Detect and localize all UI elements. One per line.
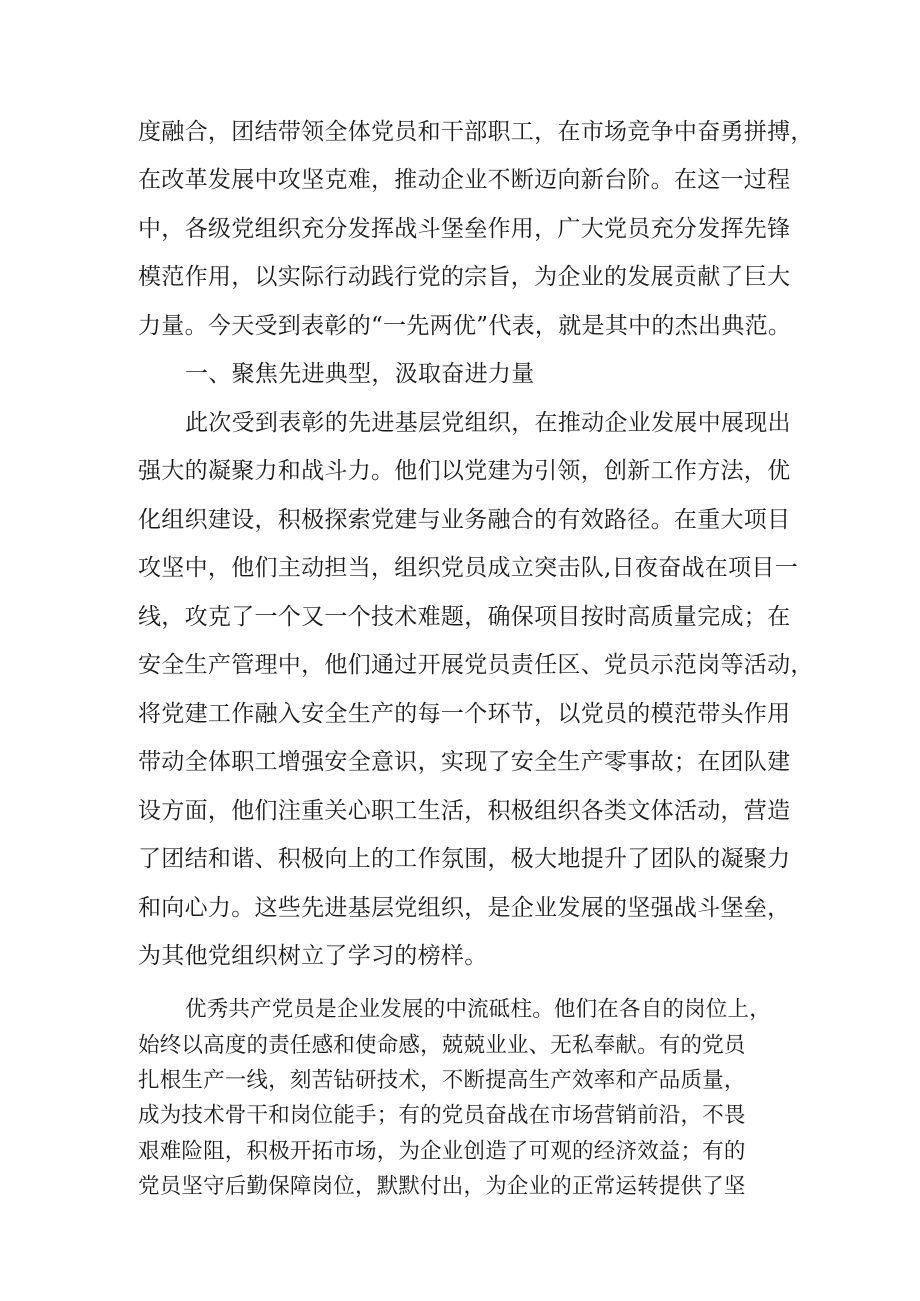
paragraph-line: 带动全体职工增强安全意识，实现了安全生产零事故；在团队建	[138, 749, 791, 775]
paragraph-line: 为其他党组织树立了学习的榜样。	[138, 943, 488, 969]
paragraph-line: 将党建工作融入安全生产的每一个环节，以党员的模范带头作用	[138, 701, 791, 727]
paragraph-line: 艰难险阻，积极开拓市场，为企业创造了可观的经济效益；有的	[138, 1139, 746, 1164]
paragraph-line: 化组织建设，积极探索党建与业务融合的有效路径。在重大项目	[138, 507, 791, 533]
paragraph-line: 模范作用，以实际行动践行党的宗旨，为企业的发展贡献了巨大	[138, 264, 791, 290]
paragraph-line: 和向心力。这些先进基层党组织，是企业发展的坚强战斗堡垒，	[138, 895, 791, 921]
paragraph-line: 安全生产管理中，他们通过开展党员责任区、党员示范岗等活动，	[138, 652, 814, 678]
paragraph-line: 了团结和谐、积极向上的工作氛围，极大地提升了团队的凝聚力	[138, 846, 791, 872]
paragraph-line: 此次受到表彰的先进基层党组织，在推动企业发展中展现出	[185, 410, 791, 436]
section-heading: 一、聚焦先进典型，汲取奋进力量	[185, 361, 535, 387]
paragraph-line: 攻坚中，他们主动担当，组织党员成立突击队,日夜奋战在项目一	[138, 555, 799, 581]
paragraph-line: 度融合，团结带领全体党员和干部职工，在市场竞争中奋勇拼搏，	[138, 119, 814, 145]
paragraph-line: 成为技术骨干和岗位能手；有的党员奋战在市场营销前沿，不畏	[138, 1103, 746, 1128]
paragraph-line: 扎根生产一线，刻苦钻研技术，不断提高生产效率和产品质量，	[138, 1068, 746, 1093]
paragraph-line: 中，各级党组织充分发挥战斗堡垒作用，广大党员充分发挥先锋	[138, 216, 791, 242]
paragraph-line: 线，攻克了一个又一个技术难题，确保项目按时高质量完成；在	[138, 604, 791, 630]
paragraph-line: 党员坚守后勤保障岗位，默默付出，为企业的正常运转提供了坚	[138, 1174, 746, 1199]
paragraph-line: 优秀共产党员是企业发展的中流砥柱。他们在各自的岗位上，	[185, 997, 771, 1022]
paragraph-line: 在改革发展中攻坚克难，推动企业不断迈向新台阶。在这一过程	[138, 167, 791, 193]
paragraph-line: 强大的凝聚力和战斗力。他们以党建为引领，创新工作方法，优	[138, 458, 791, 484]
paragraph-line: 力量。今天受到表彰的“一先两优”代表，就是其中的杰出典范。	[138, 313, 792, 339]
paragraph-line: 始终以高度的责任感和使命感，兢兢业业、无私奉献。有的党员	[138, 1033, 746, 1058]
paragraph-line: 设方面，他们注重关心职工生活，积极组织各类文体活动，营造	[138, 798, 791, 824]
